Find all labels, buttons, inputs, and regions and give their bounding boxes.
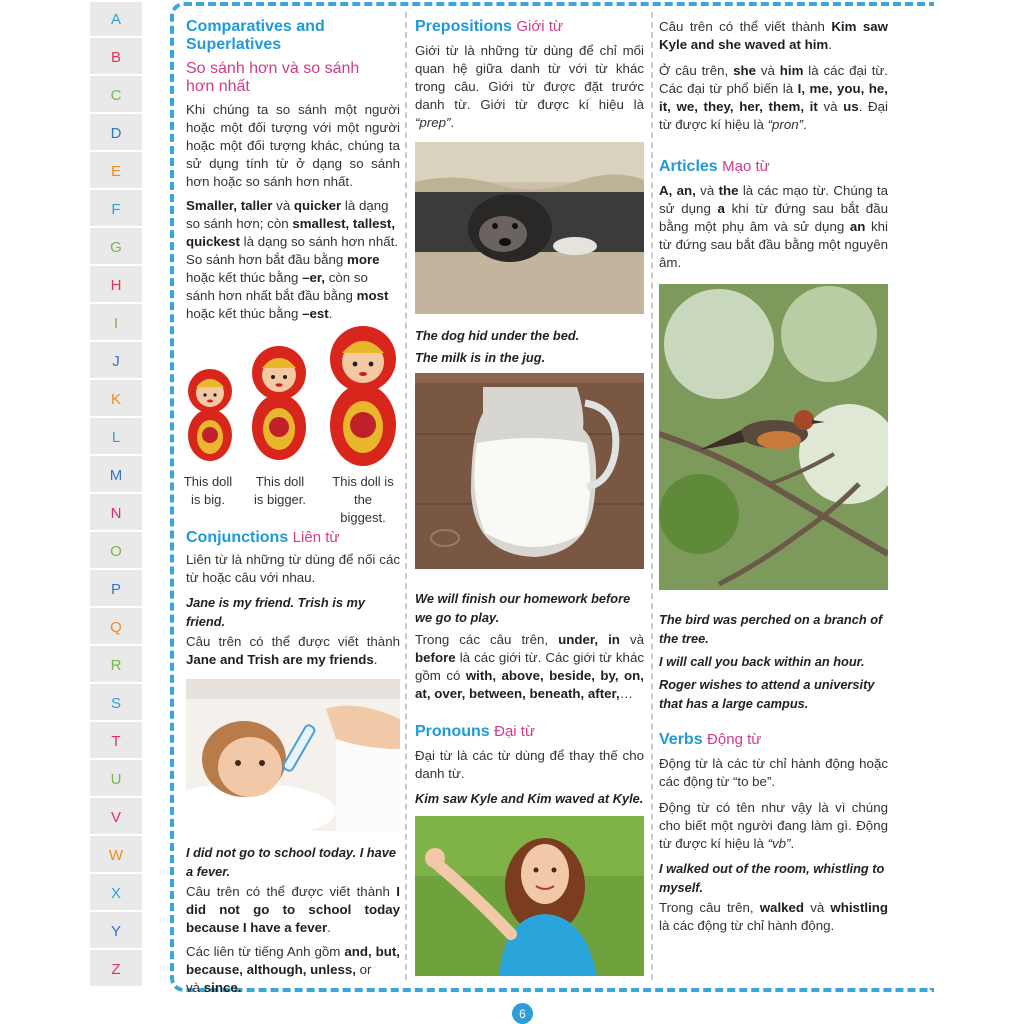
conjunctions-rewrite-2: Câu trên có thể được viết thành I did not go to school today because I have a fever. [186,884,400,935]
alphabet-tab-e[interactable]: E [90,154,142,190]
prepositions-heading: Prepositions Giới từ [415,18,563,35]
column-2 [415,18,644,976]
alphabet-tab-a[interactable]: A [90,2,142,38]
alphabet-tab-h[interactable]: H [90,268,142,304]
pronouns-intro: Đại từ là các từ dùng để thay thế cho danh từ. [415,748,644,781]
alphabet-tab-y[interactable]: Y [90,914,142,950]
prepositions-explanation: Trong các câu trên, under, in và before là các giới từ. Các giới từ khác gồm có with, above, beside, by, on, at, over, between, beneath, after,… [415,632,644,701]
column-divider [405,12,407,980]
comparatives-subheading: So sánh hơn và so sánh hơn nhất [186,60,360,95]
sick-girl-thermometer-image [186,679,400,831]
conjunctions-example-1: Jane is my friend. Trish is my friend. [186,595,365,629]
pronouns-explanation: Ở câu trên, she và him là các đại từ. Các đại từ phổ biến là I, me, you, he, it, we, they, her, them, it và us. Đại từ được kí hiệu là “pron”. [659,63,889,132]
alphabet-tab-b[interactable]: B [90,40,142,76]
alphabet-tab-j[interactable]: J [90,344,142,380]
alphabet-tab-o[interactable]: O [90,534,142,570]
alphabet-tab-w[interactable]: W [90,838,142,874]
bird-on-branch-image [659,284,888,590]
alphabet-tab-u[interactable]: U [90,762,142,798]
matryoshka-dolls-figure [183,323,400,525]
articles-example-3: Roger wishes to attend a university that has a large campus. [659,677,875,711]
conjunctions-list: Các liên từ tiếng Anh gồm and, but, because, although, unless, or và since. [186,944,400,995]
comparatives-intro: Khi chúng ta so sánh một người hoặc một đối tượng với một người hoặc một đối tượng khác, chúng ta sử dụng tính từ ở dạng so sánh hơn hoặc so sánh hơn nhất. [186,102,400,189]
conjunctions-example-2: I did not go to school today. I have a fever. [186,845,396,879]
alphabet-tab-s[interactable]: S [90,686,142,722]
column-1 [183,18,400,997]
alphabet-tab-m[interactable]: M [90,458,142,494]
pronouns-example-1: Kim saw Kyle and Kim waved at Kyle. [415,791,644,806]
small-doll-image [186,365,234,461]
prepositions-intro: Giới từ là những từ dùng để chỉ mối quan hệ giữa danh từ với từ khác trong câu. Giới từ được đặt trước danh từ. Giới từ được kí hiệu là “prep”. [415,43,644,130]
conjunctions-heading: Conjunctions Liên từ [186,529,340,546]
alphabet-tab-k[interactable]: K [90,382,142,418]
large-doll-image [328,321,398,467]
alphabet-tab-i[interactable]: I [90,306,142,342]
alphabet-tab-t[interactable]: T [90,724,142,760]
articles-example-1: The bird was perched on a branch of the tree. [659,612,883,646]
alphabet-tab-z[interactable]: Z [90,952,142,988]
alphabet-tab-g[interactable]: G [90,230,142,266]
pronouns-rewrite: Câu trên có thể viết thành Kim saw Kyle and she waved at him. [659,19,889,52]
articles-example-2: I will call you back within an hour. [659,654,865,669]
conjunctions-intro: Liên từ là những từ dùng để nối các từ hoặc câu với nhau. [186,552,400,585]
alphabet-index [90,2,142,988]
prepositions-example-3: We will finish our homework before we go to play. [415,591,631,625]
page-number: 6 [512,1003,533,1024]
prepositions-example-2: The milk is in the jug. [415,350,546,365]
alphabet-tab-p[interactable]: P [90,572,142,608]
alphabet-tab-v[interactable]: V [90,800,142,836]
comparatives-rules: Smaller, taller và quicker là dạng so sánh hơn; còn smallest, tallest, quickest là dạng so sánh hơn nhất. So sánh hơn bắt đầu bằng more hoặc kết thúc bằng –er, còn so sánh hơn nhất bắt đầu bằng most hoặc kết thúc bằng –est. [186,198,399,321]
alphabet-tab-d[interactable]: D [90,116,142,152]
waving-girl-image [415,816,644,976]
verbs-heading: Verbs Động từ [659,731,762,748]
articles-explanation: A, an, và the là các mạo từ. Chúng ta sử dụng a khi từ đứng sau bắt đầu bằng một phụ âm và sử dụng an khi từ đứng sau bắt đầu bằng một nguyên âm. [659,183,888,270]
doll-caption-biggest: This doll is the biggest. [332,474,394,525]
alphabet-tab-c[interactable]: C [90,78,142,114]
dog-under-bed-image [415,142,644,314]
verbs-explanation: Động từ có tên như vậy là vì chúng cho biết một người đang làm gì. Động từ được kí hiệu là “vb”. [659,800,888,851]
verbs-analysis: Trong câu trên, walked và whistling là các động từ chỉ hành động. [659,900,889,933]
alphabet-tab-n[interactable]: N [90,496,142,532]
milk-jug-image [415,373,644,569]
alphabet-tab-x[interactable]: X [90,876,142,912]
alphabet-tab-f[interactable]: F [90,192,142,228]
verbs-intro: Động từ là các từ chỉ hành động hoặc các động từ “to be”. [659,756,888,789]
prepositions-example-1: The dog hid under the bed. [415,328,580,343]
pronouns-heading: Pronouns Đại từ [415,723,536,740]
alphabet-tab-q[interactable]: Q [90,610,142,646]
comparatives-heading: Comparatives and Superlatives [186,18,325,53]
articles-heading: Articles Mạo từ [659,158,770,175]
alphabet-tab-l[interactable]: L [90,420,142,456]
conjunctions-rewrite-1: Câu trên có thể được viết thành Jane and Trish are my friends. [186,634,400,667]
verbs-example-1: I walked out of the room, whistling to myself. [659,861,885,895]
doll-caption-big: This doll is big. [183,474,233,507]
column-divider [651,12,653,980]
doll-caption-bigger: This doll is bigger. [253,474,307,507]
alphabet-tab-r[interactable]: R [90,648,142,684]
medium-doll-image [250,341,308,461]
column-3 [659,18,888,935]
